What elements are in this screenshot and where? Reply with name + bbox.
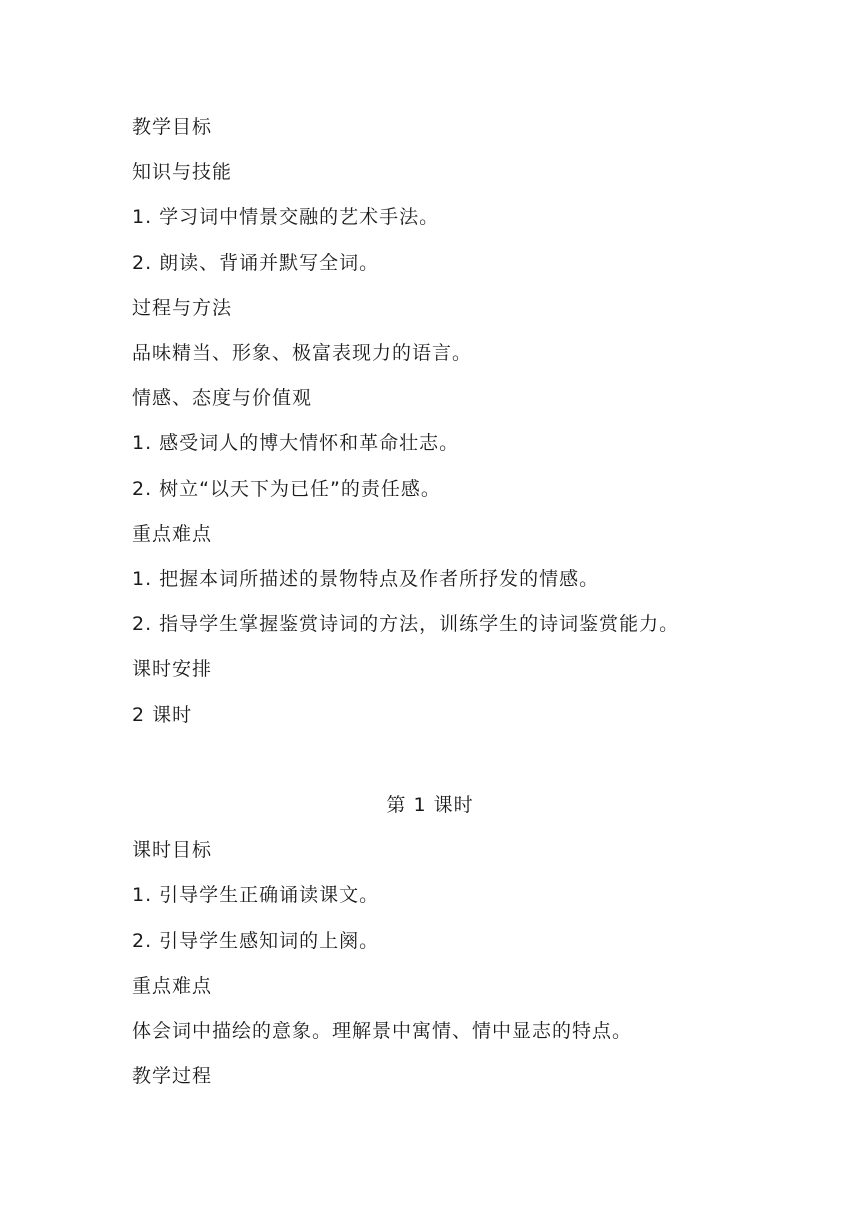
subheading-knowledge-skills: 知识与技能	[132, 161, 233, 183]
subheading-emotion-values: 情感、态度与价值观	[132, 387, 313, 409]
section-heading-teaching-goals: 教学目标	[132, 116, 213, 138]
section-heading-teaching-process: 教学过程	[132, 1065, 213, 1087]
paragraph: 体会词中描绘的意象。理解景中寓情、情中显志的特点。	[132, 1020, 633, 1042]
list-item: 1. 感受词人的博大情怀和革命壮志。	[132, 432, 460, 454]
list-item: 2. 树立“以天下为已任”的责任感。	[132, 478, 441, 500]
list-item: 1. 学习词中情景交融的艺术手法。	[132, 206, 440, 228]
list-item: 2. 朗读、背诵并默写全词。	[132, 252, 380, 274]
subheading-process-method: 过程与方法	[132, 297, 233, 319]
paragraph: 品味精当、形象、极富表现力的语言。	[132, 342, 473, 364]
section-heading-key-difficulties: 重点难点	[132, 975, 213, 997]
section-heading-schedule: 课时安排	[132, 658, 213, 680]
section-heading-lesson-goals: 课时目标	[132, 839, 213, 861]
section-heading-key-difficulties: 重点难点	[132, 523, 213, 545]
paragraph: 2 课时	[132, 704, 193, 726]
list-item: 2. 指导学生掌握鉴赏诗词的方法，训练学生的诗词鉴赏能力。	[132, 613, 680, 635]
list-item: 1. 引导学生正确诵读课文。	[132, 884, 380, 906]
lesson-heading: 第 1 课时	[386, 794, 474, 816]
list-item: 2. 引导学生感知词的上阕。	[132, 930, 380, 952]
list-item: 1. 把握本词所描述的景物特点及作者所抒发的情感。	[132, 568, 600, 590]
